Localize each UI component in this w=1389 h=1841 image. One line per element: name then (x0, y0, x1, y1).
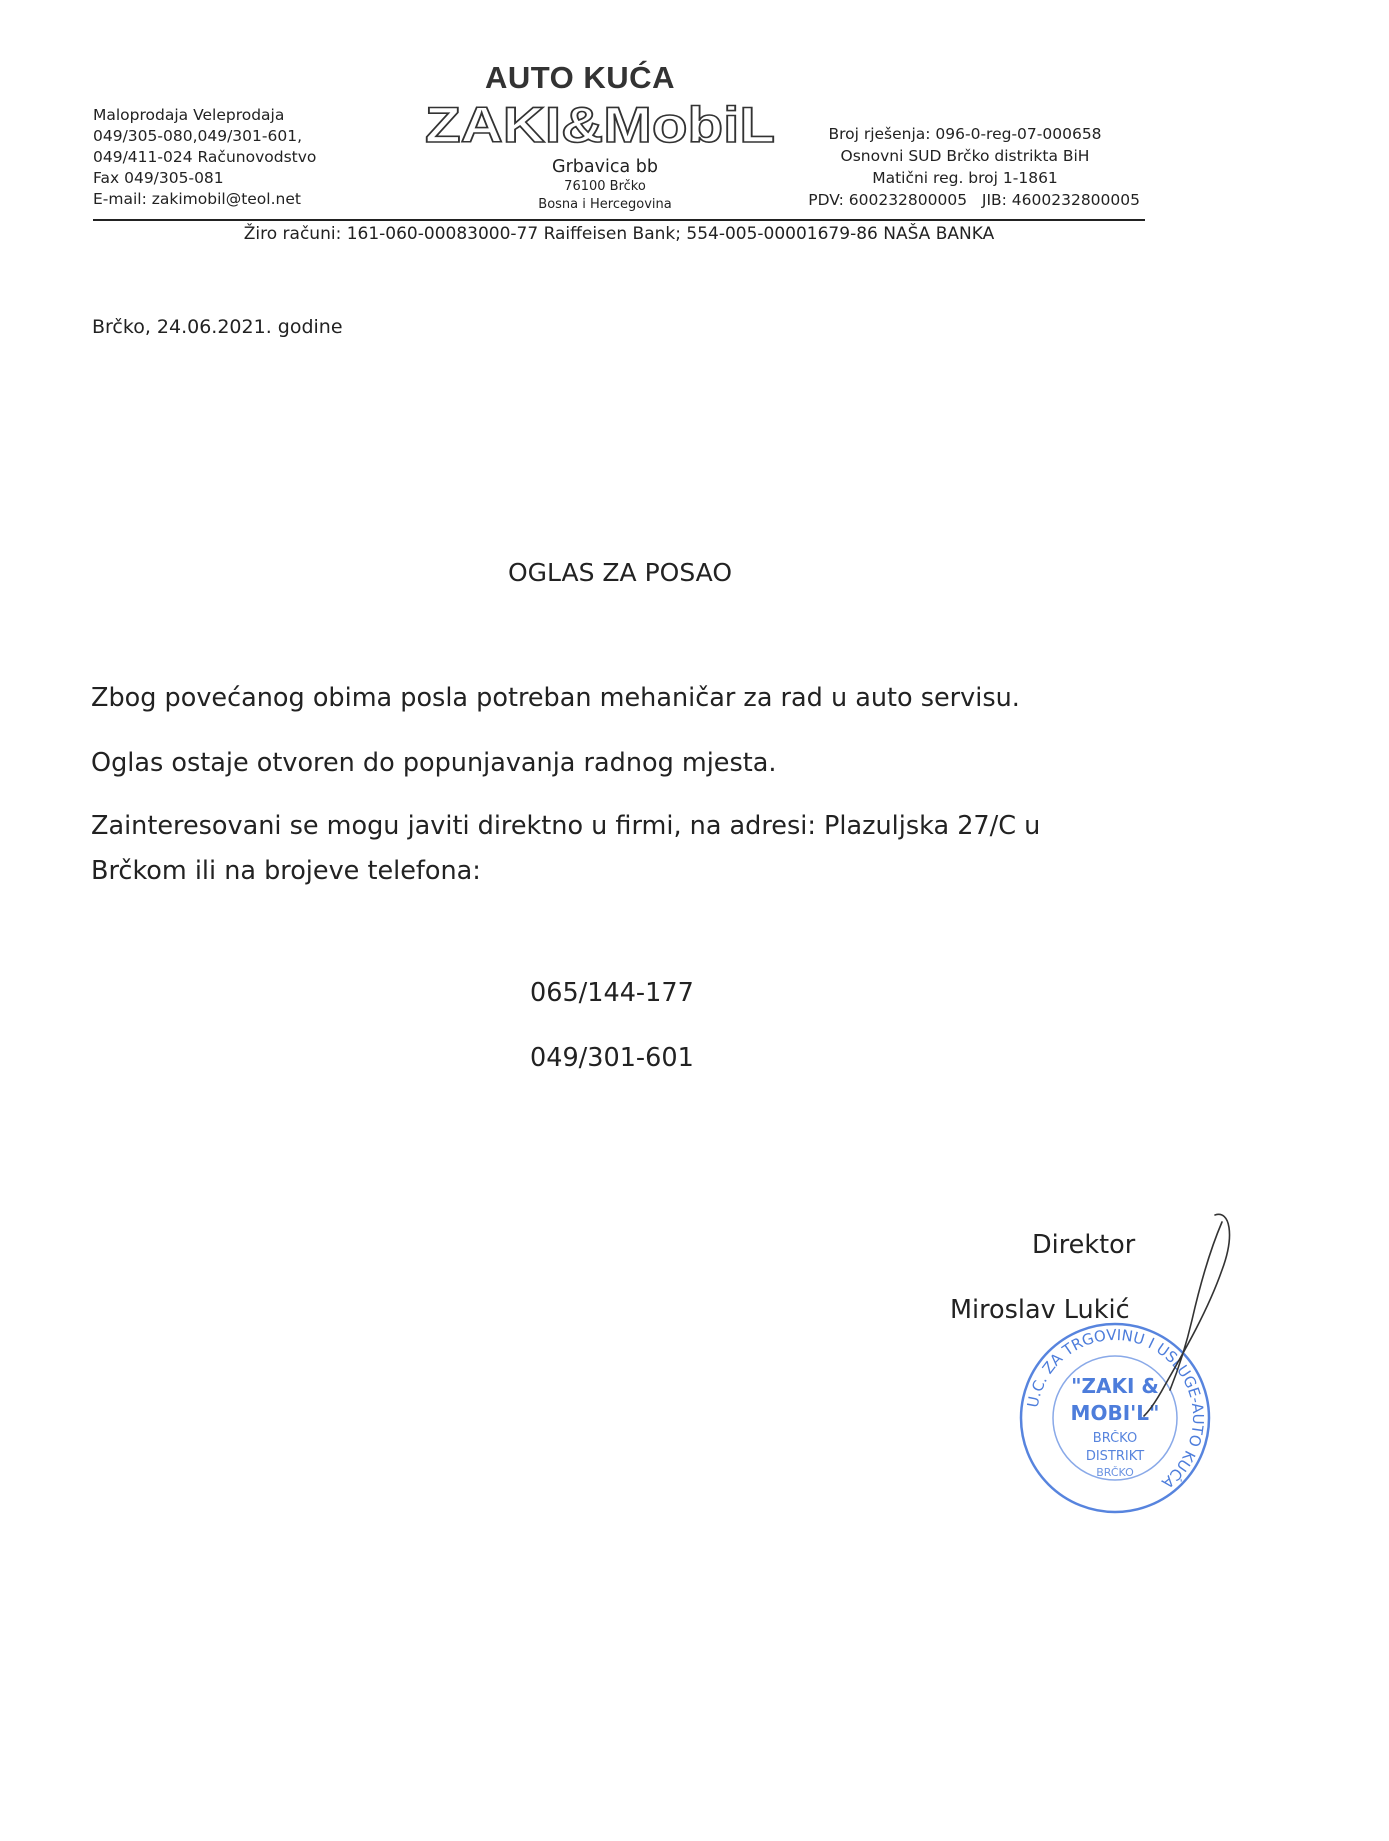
registration-line: Broj rješenja: 096-0-reg-07-000658 (828, 125, 1102, 143)
signatory-role: Direktor (1032, 1230, 1136, 1260)
svg-text:DISTRIKT: DISTRIKT (1085, 1449, 1145, 1464)
registration-line: PDV: 600232800005 JIB: 4600232800005 (808, 191, 1140, 209)
header-contact-block (93, 105, 316, 210)
signatory-name: Miroslav Lukić (950, 1295, 1130, 1325)
address-country: Bosna i Hercegovina (538, 197, 672, 212)
registration-line: Matični reg. broj 1-1861 (872, 169, 1058, 187)
header-contact-line: Maloprodaja Veleprodaja (93, 106, 285, 124)
body-paragraph: Zbog povećanog obima posla potreban mehaničar za rad u auto servisu. (91, 683, 1020, 713)
header-contact-line: 049/305-080,049/301-601, (93, 127, 302, 145)
address-street: Grbavica bb (552, 157, 658, 177)
document-title: OGLAS ZA POSAO (507, 558, 733, 587)
body-paragraph: Brčkom ili na brojeve telefona: (91, 856, 481, 886)
body-paragraph: Oglas ostaje otvoren do popunjavanja radnog mjesta. (91, 748, 777, 778)
svg-text:BRČKO: BRČKO (1092, 1431, 1138, 1446)
header-registration-block (790, 123, 1140, 211)
svg-text:"ZAKI &: "ZAKI & (1071, 1374, 1159, 1398)
handwritten-signature (1130, 1210, 1240, 1420)
header-address (480, 156, 730, 214)
brand-logo (420, 98, 780, 150)
stamp-ring-text: U.C. ZA TRGOVINU I USLUGE-AUTO KUĆA (1023, 1325, 1208, 1493)
header-contact-line: 049/411-024 Računovodstvo (93, 148, 317, 166)
phone-number: 065/144-177 (530, 978, 694, 1008)
phone-number: 049/301-601 (530, 1043, 694, 1073)
header-divider (93, 219, 1145, 221)
svg-text:BRČKO: BRČKO (1096, 1466, 1134, 1479)
brand-logo-text: ZAKI&MobiL (425, 98, 775, 150)
registration-line: Osnovni SUD Brčko distrikta BiH (840, 147, 1090, 165)
header-contact-line: E-mail: zakimobil@teol.net (93, 190, 301, 208)
bank-accounts: Žiro računi: 161-060-00083000-77 Raiffeisen Bank; 554-005-00001679-86 NAŠA BANKA (243, 224, 995, 244)
svg-text:MOBI'L": MOBI'L" (1070, 1401, 1160, 1425)
header-contact-line: Fax 049/305-081 (93, 169, 224, 187)
body-paragraph: Zainteresovani se mogu javiti direktno u firmi, na adresi: Plazuljska 27/C u (91, 811, 1041, 841)
address-postal: 76100 Brčko (564, 179, 646, 194)
brand-tagline: AUTO KUĆA (485, 60, 675, 95)
document-date: Brčko, 24.06.2021. godine (92, 316, 343, 338)
